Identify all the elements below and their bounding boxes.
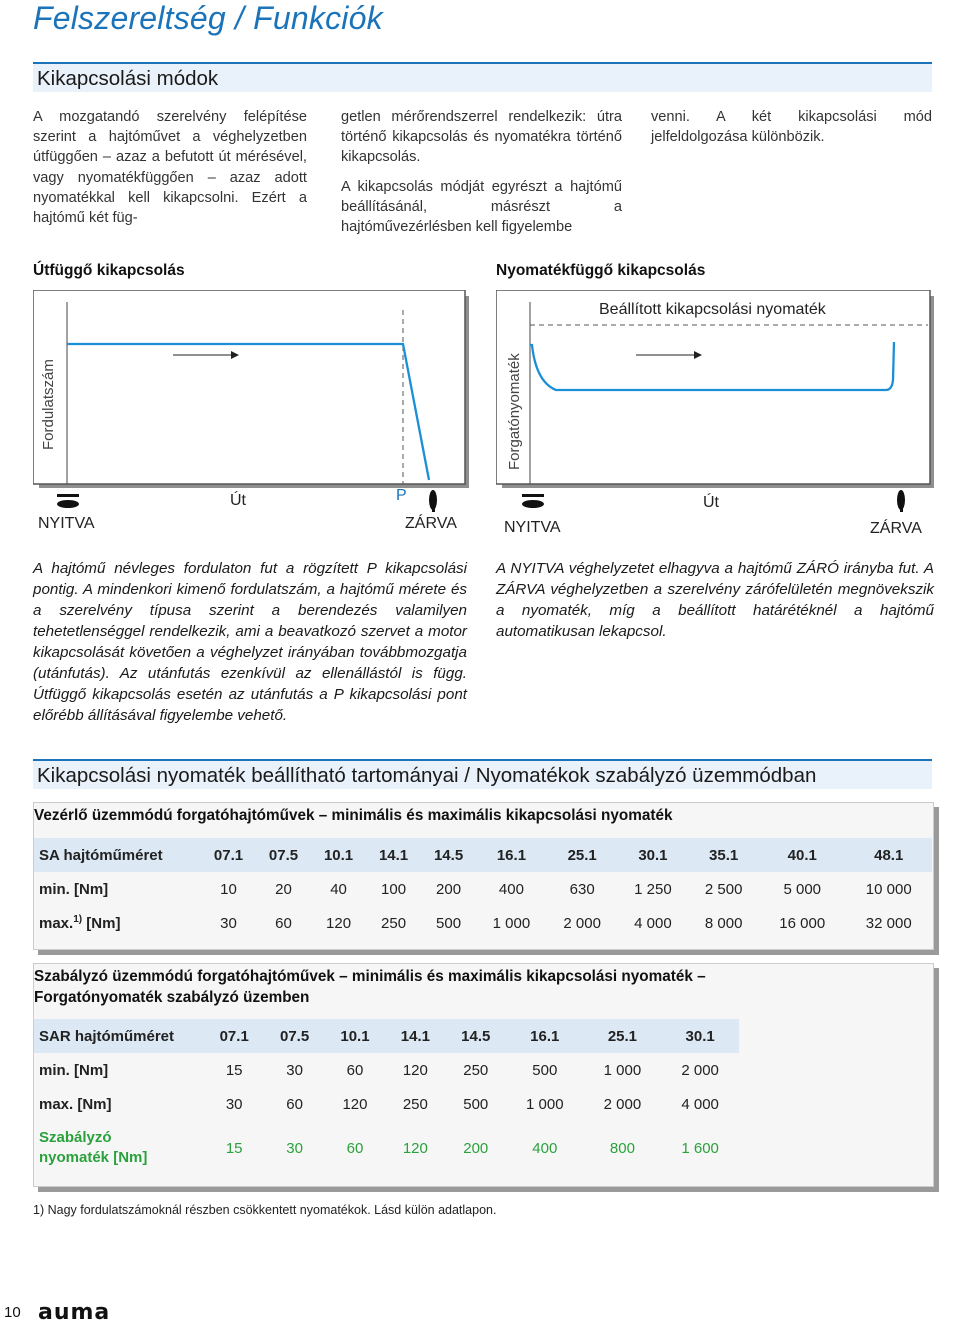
table-cell: 800: [609, 1139, 635, 1157]
table1-row-label-pre: max.: [39, 915, 74, 932]
chart-right-yaxis-label: Forgatónyomaték: [506, 353, 523, 470]
chart-left-p-label: P: [396, 487, 407, 504]
table2-header-cell: 14.1: [385, 1019, 445, 1053]
table-cell: 40: [330, 880, 347, 898]
chart-right-closed-label: ZÁRVA: [870, 520, 922, 537]
auma-logo: [38, 1302, 124, 1322]
chart-right-description: A NYITVA véghelyzetet elhagyva a hajtómű ZÁRÓ irányba fut. A ZÁRVA véghelyzetben a szerelvény zárófelületén megnövekszik a nyomaték, míg a beállított határétéknél a hajtómű automatikusan lekapcsol.: [496, 560, 934, 640]
chart-left-svg: [33, 290, 471, 490]
table2-row-label: [34, 1121, 204, 1175]
table1-header-cell: 48.1: [845, 838, 932, 872]
table2-header-cell: 25.1: [584, 1019, 662, 1053]
table2-header-cell: 10.1: [325, 1019, 385, 1053]
table-cell: 60: [275, 914, 292, 932]
intro-col2b: A kikapcsolás módját egyrészt a hajtómű beállításánál, másrészt a hajtóművezérlésben kell figyelembe: [341, 179, 622, 236]
table-cell: 250: [402, 1095, 428, 1113]
chart-left-label: Útfüggő kikapcsolás: [33, 262, 185, 279]
intro-col2a: getlen mérőrendszerrel rendelkezik: útra történő kikapcsolás és nyomatékra történő kikapcsolás.: [341, 109, 622, 166]
table-cell: 1 250: [634, 880, 672, 898]
chart-left-description: A hajtómű névleges fordulaton fut a rögzített P kikapcsolási pontig. A mindenkori kimenő fordulatszám, a hajtómű mérete és a szerelvény típusa szerint a berendezés valamilyen tehetetlenséggel rendelkezik, ami a beavatkozó szervet a motor kikapcsolását követően a véghelyzet irányában továbbmozgatja (utánfutás). Az utánfutás ezenkívül az ellenállástól is függ. Útfüggő kikapcsolás esetén az utánfutás a P kikapcsolási pont előrébb állításával figyelembe vehető.: [33, 560, 467, 724]
closed-position-icon-left: [425, 490, 445, 516]
table1-header-cell: 07.1: [201, 838, 256, 872]
table-cell: 1 600: [681, 1139, 719, 1157]
table-cell: 4 000: [634, 914, 672, 932]
intro-col3: venni. A két kikapcsolási mód jelfeldolgozása különbözik.: [651, 109, 932, 146]
footnote-ref: 1): [73, 914, 83, 925]
table-cell: 500: [532, 1061, 558, 1079]
table-cell: 120: [402, 1139, 428, 1157]
table-cell: 500: [436, 914, 462, 932]
table1-header-cell: 30.1: [618, 838, 689, 872]
table1-header-cell: 14.1: [366, 838, 421, 872]
table2-row-label: min. [Nm]: [39, 1061, 109, 1079]
chart-left-yaxis-label: Fordulatszám: [40, 359, 57, 450]
table1-header-cell: 14.5: [421, 838, 476, 872]
table1-row-label-post: [Nm]: [82, 915, 121, 932]
table-row: [34, 906, 932, 940]
chart-left-closed-label: ZÁRVA: [405, 515, 457, 532]
table-cell: 60: [346, 1061, 364, 1079]
table-cell: 30: [220, 914, 237, 932]
table-cell: 2 000: [681, 1061, 719, 1079]
chart-left: [33, 290, 471, 490]
table-cell: 30: [286, 1139, 303, 1157]
table2-header-cell: 07.5: [264, 1019, 324, 1053]
footnote: 1) Nagy fordulatszámoknál részben csökkentett nyomatékok. Lásd külön adatlapon.: [33, 1203, 497, 1217]
table-row: [34, 872, 932, 906]
table-cell: 16 000: [779, 914, 826, 932]
table-cell: 10: [220, 880, 237, 898]
table1-row-label: [34, 906, 201, 940]
table-cell: 2 500: [704, 880, 743, 898]
table1-header-cell: 40.1: [759, 838, 845, 872]
table2-panel: [33, 963, 934, 1187]
table-cell: 30: [225, 1095, 243, 1113]
table2-title-line2: Forgatónyomaték szabályzó üzemben: [34, 989, 310, 1006]
table-row: [34, 1087, 739, 1121]
table-cell: 120: [342, 1095, 368, 1113]
chart-right-frame: [496, 290, 930, 484]
chart-right-open-label: NYITVA: [504, 519, 561, 536]
table2-title-line1: Szabályzó üzemmódú forgatóhajtóművek – minimális és maximális kikapcsolási nyomaték –: [34, 968, 706, 985]
table1-header-cell: 35.1: [688, 838, 759, 872]
closed-position-icon-right: [893, 490, 913, 516]
intro-col1: A mozgatandó szerelvény felépítése szerint a hajtóművet a véghelyzetben útfüggően – azaz a befutott út mérésével, vagy nyomatékfüggően – azaz adott nyomatékkal kell kikapcsolni. Ezért a hajtómű két füg-: [33, 109, 307, 227]
chart-left-open-label: NYITVA: [38, 515, 95, 532]
table2-header-cell: 14.5: [446, 1019, 506, 1053]
table2-header-row: [34, 1019, 739, 1053]
table1-header-cell: 25.1: [547, 838, 618, 872]
table-cell: 400: [498, 880, 524, 898]
table-cell: 250: [381, 914, 407, 932]
table1-header-cell: 07.5: [256, 838, 311, 872]
table-cell: 120: [326, 914, 352, 932]
table-cell: 15: [225, 1139, 243, 1157]
table1-header-cell: 16.1: [476, 838, 547, 872]
table-cell: 10 000: [865, 880, 912, 898]
section-heading-kikapcsolasi-modok: Kikapcsolási módok: [33, 62, 932, 92]
chart-left-x-label: Út: [230, 492, 246, 509]
table-cell: 2 000: [563, 914, 601, 932]
table2-header-cell: 07.1: [204, 1019, 264, 1053]
table-cell: 60: [346, 1139, 364, 1157]
open-position-icon-left: [55, 490, 85, 512]
table-cell: 630: [569, 880, 595, 898]
table-cell: 60: [286, 1095, 303, 1113]
open-position-icon-right: [520, 490, 550, 512]
table-cell: 1 000: [603, 1061, 642, 1079]
table-row: [34, 1121, 739, 1175]
chart-right: [496, 290, 936, 490]
table2: [34, 1019, 739, 1175]
table-cell: 5 000: [783, 880, 822, 898]
table-cell: 100: [381, 880, 407, 898]
chart-right-top-label: Beállított kikapcsolási nyomaték: [596, 301, 829, 319]
table-cell: 120: [402, 1061, 428, 1079]
table1-row-label: min. [Nm]: [39, 880, 109, 898]
table-cell: 4 000: [681, 1095, 719, 1113]
table1-header-cell: SA hajtóműméret: [34, 838, 201, 872]
table-cell: 8 000: [704, 914, 743, 932]
table1-title: Vezérlő üzemmódú forgatóhajtóművek – minimális és maximális kikapcsolási nyomaték: [34, 807, 673, 824]
page-number: 10: [4, 1304, 21, 1321]
section-heading-nyomatek-tartomanyok: Kikapcsolási nyomaték beállítható tartományai / Nyomatékok szabályzó üzemmódban: [33, 759, 932, 789]
table1-header-row: [34, 838, 932, 872]
table-cell: 30: [286, 1061, 303, 1079]
table-cell: 32 000: [865, 914, 912, 932]
table-cell: 200: [463, 1139, 489, 1157]
table-row: [34, 1053, 739, 1087]
chart-right-x-label: Út: [703, 494, 719, 511]
table1-panel: [33, 802, 934, 950]
chart-left-frame: [33, 290, 465, 484]
table-cell: 15: [225, 1061, 243, 1079]
table1: [34, 838, 932, 940]
table-cell: 1 000: [492, 914, 531, 932]
table2-header-cell: 16.1: [506, 1019, 584, 1053]
table-cell: 2 000: [603, 1095, 642, 1113]
page-title: Felszereltség / Funkciók: [33, 0, 383, 36]
auma-logo-text: auma: [38, 1302, 111, 1322]
table-cell: 400: [532, 1139, 558, 1157]
table1-header-cell: 10.1: [311, 838, 366, 872]
chart-right-svg: [496, 290, 936, 490]
table-cell: 200: [436, 880, 462, 898]
table2-row-label-line2: nyomaték [Nm]: [39, 1149, 148, 1166]
chart-right-label: Nyomatékfüggő kikapcsolás: [496, 262, 706, 279]
table2-row-label-line1: Szabályzó: [39, 1129, 112, 1146]
table-cell: 250: [463, 1061, 489, 1079]
table-cell: 500: [463, 1095, 489, 1113]
table-cell: 20: [275, 880, 292, 898]
table2-header-cell: SAR hajtóműméret: [34, 1019, 204, 1053]
table-cell: 1 000: [526, 1095, 564, 1113]
table2-header-cell: 30.1: [661, 1019, 739, 1053]
table2-row-label: max. [Nm]: [39, 1095, 112, 1113]
